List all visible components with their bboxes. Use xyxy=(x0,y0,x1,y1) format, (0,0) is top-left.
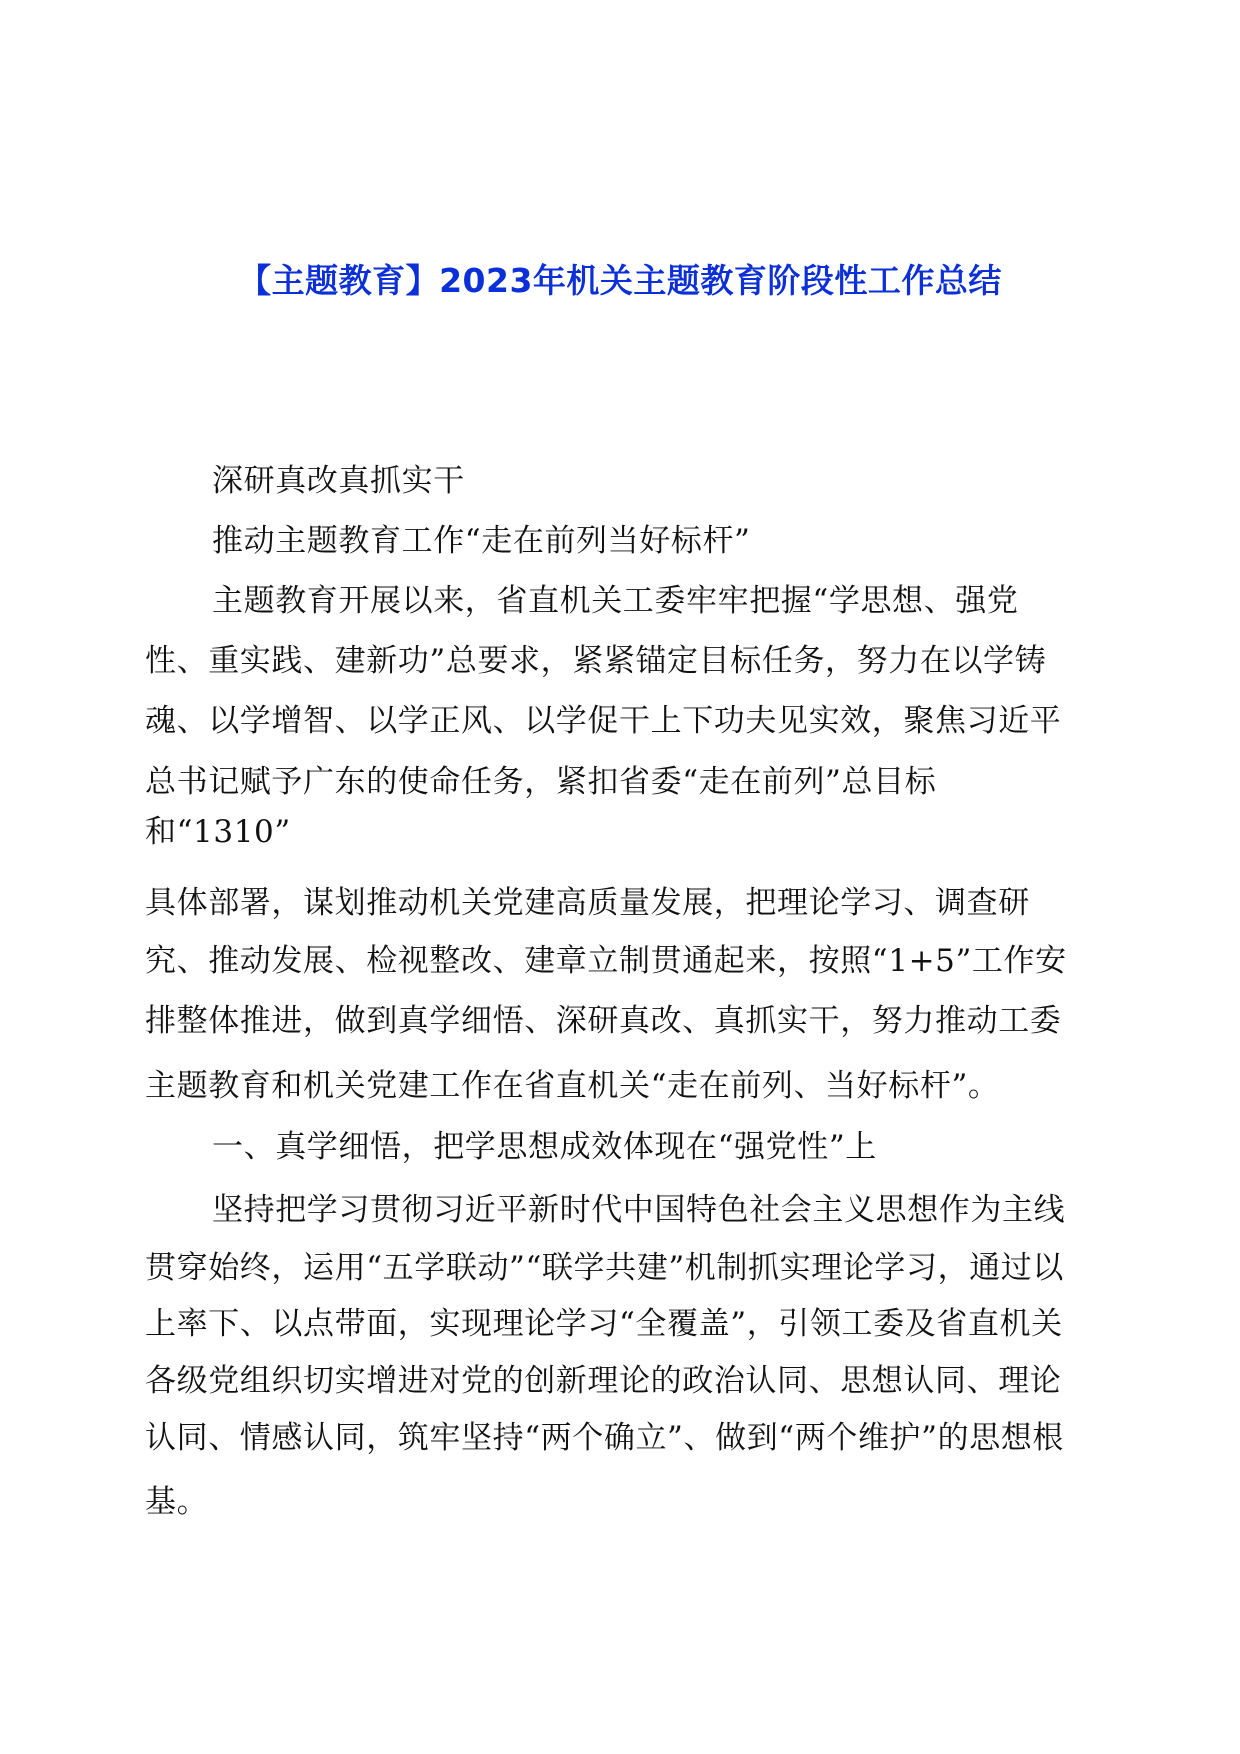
paragraph-2-line-2: 贯穿始终，运用“五学联动”“联学共建”机制抓实理论学习，通过以 xyxy=(145,1250,1064,1286)
paragraph-1-line-8: 排整体推进，做到真学细悟、深研真改、真抓实干，努力推动工委 xyxy=(145,1003,1062,1039)
document-title: 【主题教育】2023年机关主题教育阶段性工作总结 xyxy=(238,261,1002,300)
paragraph-1-line-2: 性、重实践、建新功”总要求，紧紧锚定目标任务，努力在以学铸 xyxy=(145,643,1047,679)
paragraph-2-line-4: 各级党组织切实增进对党的创新理论的政治认同、思想认同、理论 xyxy=(145,1363,1062,1399)
paragraph-1-line-9: 主题教育和机关党建工作在省直机关“走在前列、当好标杆”。 xyxy=(145,1068,1000,1104)
subtitle-line-2: 推动主题教育工作“走在前列当好标杆” xyxy=(212,523,751,559)
paragraph-2-line-1: 坚持把学习贯彻习近平新时代中国特色社会主义思想作为主线 xyxy=(212,1192,1066,1228)
paragraph-2-line-6: 基。 xyxy=(145,1484,209,1520)
paragraph-2-line-3: 上率下、以点带面，实现理论学习“全覆盖”，引领工委及省直机关 xyxy=(145,1306,1063,1342)
section-heading-1: 一、真学细悟，把学思想成效体现在“强党性”上 xyxy=(212,1129,877,1165)
paragraph-1-line-1: 主题教育开展以来，省直机关工委牢牢把握“学思想、强党 xyxy=(212,583,1019,619)
subtitle-line-1: 深研真改真抓实干 xyxy=(212,463,465,499)
paragraph-1-line-3: 魂、以学增智、以学正风、以学促干上下功夫见实效，聚焦习近平 xyxy=(145,703,1062,739)
paragraph-1-line-6: 具体部署，谋划推动机关党建高质量发展，把理论学习、调查研 xyxy=(145,885,1030,921)
paragraph-1-line-7: 究、推动发展、检视整改、建章立制贯通起来，按照“1+5”工作安 xyxy=(145,943,1067,979)
paragraph-1-line-4: 总书记赋予广东的使命任务，紧扣省委“走在前列”总目标 xyxy=(145,764,937,800)
paragraph-2-line-5: 认同、情感认同，筑牢坚持“两个确立”、做到“两个维护”的思想根 xyxy=(145,1420,1064,1456)
paragraph-1-line-5: 和“1310” xyxy=(145,814,291,850)
